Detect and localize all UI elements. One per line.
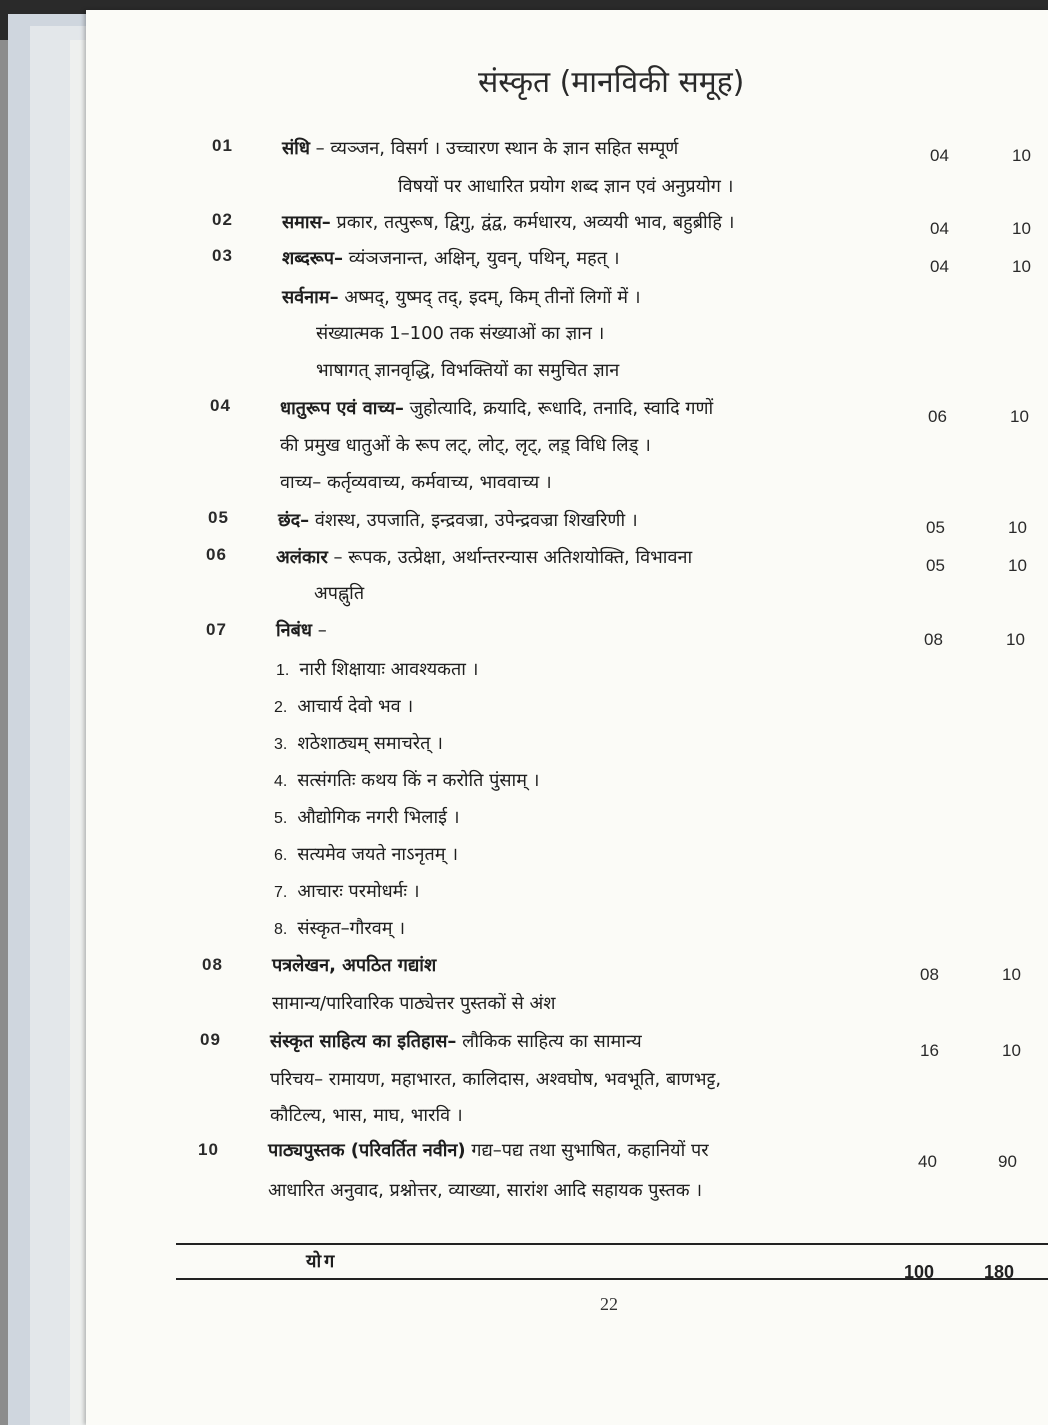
marks-total: 90 <box>998 1152 1017 1171</box>
marks-total: 10 <box>1008 518 1027 537</box>
row-text: व्यंञजनान्त, अक्षिन्, युवन्, पथिन्, महत् । <box>343 248 620 269</box>
row-line <box>282 246 620 270</box>
row-number: 08 <box>202 955 223 974</box>
marks-theory: 06 <box>928 407 947 426</box>
marks-theory: 16 <box>920 1041 939 1060</box>
row-line <box>282 136 678 160</box>
row-text: लौकिक साहित्य का सामान्य <box>456 1031 642 1052</box>
marks-total: 10 <box>1012 146 1031 165</box>
page-number: 22 <box>600 1294 618 1314</box>
row-line: वाच्य– कर्तृव्यवाच्य, कर्मवाच्य, भाववाच्य । <box>280 472 552 493</box>
total-label: योग <box>306 1251 338 1272</box>
row-line <box>280 396 713 420</box>
row-number: 05 <box>208 508 229 527</box>
row-number: 07 <box>206 620 227 639</box>
marks-total: 10 <box>1012 257 1031 276</box>
row-line <box>278 508 638 532</box>
list-item: 8. संस्कृत–गौरवम् । <box>274 918 406 939</box>
marks-theory: 04 <box>930 219 949 238</box>
row-number: 03 <box>212 246 233 265</box>
row-line: संख्यात्मक 1–100 तक संख्याओं का ज्ञान । <box>316 323 605 344</box>
row-number: 01 <box>212 136 233 155</box>
row-line <box>268 1138 709 1162</box>
list-item: 6. सत्यमेव जयते नाऽनृतम् । <box>274 844 459 865</box>
row-heading: अलंकार <box>276 547 328 568</box>
row-line: सामान्य/पारिवारिक पाठ्येत्तर पुस्तकों से अंश <box>272 993 556 1014</box>
row-text: गद्य–पद्य तथा सुभाषित, कहानियों पर <box>465 1140 709 1161</box>
list-item: 7. आचारः परमोधर्मः । <box>274 881 420 902</box>
row-line: आधारित अनुवाद, प्रश्नोत्तर, व्याख्या, सारांश आदि सहायक पुस्तक । <box>268 1180 703 1201</box>
row-number: 09 <box>200 1030 221 1049</box>
row-text: अष्मद्, युष्मद् तद्, इदम्, किम् तीनों लिगों में । <box>338 287 641 308</box>
row-heading: समास– <box>282 212 331 233</box>
row-text: प्रकार, तत्पुरूष, द्विगु, द्वंद्व, कर्मधारय, अव्ययी भाव, बहुब्रीहि । <box>330 212 735 233</box>
list-item: 1. नारी शिक्षायाः आवश्यकता । <box>276 659 479 680</box>
row-number: 04 <box>210 396 231 415</box>
row-heading: धातुरूप एवं वाच्य– <box>280 398 404 419</box>
row-line <box>272 953 436 977</box>
row-line <box>270 1029 642 1053</box>
row-heading: निबंध <box>276 620 312 641</box>
row-line: की प्रमुख धातुओं के रूप लट्, लोट्, लृट्, लड़् विधि लिड् । <box>280 435 651 456</box>
row-number: 02 <box>212 210 233 229</box>
total-theory: 100 <box>904 1262 935 1282</box>
row-line: अपह्नुति <box>314 583 365 604</box>
marks-theory: 05 <box>926 556 945 575</box>
row-line: परिचय– रामायण, महाभारत, कालिदास, अश्वघोष, भवभूति, बाणभट्ट, <box>270 1069 722 1090</box>
marks-total: 10 <box>1010 407 1029 426</box>
row-line: विषयों पर आधारित प्रयोग शब्द ज्ञान एवं अनुप्रयोग । <box>398 176 734 197</box>
list-item: 4. सत्संगतिः कथय किं न करोति पुंसाम् । <box>274 770 540 791</box>
row-text: – व्यञ्जन, विसर्ग । उच्चारण स्थान के ज्ञान सहित सम्पूर्ण <box>309 138 679 159</box>
marks-theory: 40 <box>918 1152 937 1171</box>
page-title: संस्कृत (मानविकी समूह) <box>478 65 745 100</box>
marks-theory: 08 <box>924 630 943 649</box>
row-heading: संस्कृत साहित्य का इतिहास– <box>270 1031 457 1052</box>
row-heading: पत्रलेखन, अपठित गद्यांश <box>272 955 437 976</box>
row-heading: संधि <box>282 138 310 159</box>
row-text: – <box>312 620 327 641</box>
divider <box>176 1243 1048 1245</box>
marks-total: 10 <box>1002 965 1021 984</box>
row-line: कौटिल्य, भास, माघ, भारवि । <box>270 1105 463 1126</box>
row-heading: छंद– <box>278 510 310 531</box>
total-marks: 180 <box>984 1262 1015 1282</box>
list-item: 3. शठेशाठ्यम् समाचरेत् । <box>274 733 443 754</box>
row-number: 10 <box>198 1140 219 1159</box>
row-line <box>276 545 692 569</box>
row-heading: शब्दरूप– <box>282 248 344 269</box>
row-line <box>276 618 327 642</box>
row-text: वंशस्थ, उपजाति, इन्द्रवज्रा, उपेन्द्रवज्रा शिखरिणी । <box>309 510 638 531</box>
row-text: – रूपक, उत्प्रेक्षा, अर्थान्तरन्यास अतिशयोक्ति, विभावना <box>327 547 693 568</box>
marks-total: 10 <box>1002 1041 1021 1060</box>
list-item: 2. आचार्य देवो भव । <box>274 696 414 717</box>
marks-theory: 04 <box>930 146 949 165</box>
row-line: भाषागत् ज्ञानवृद्धि, विभक्तियों का समुचित ज्ञान <box>316 360 620 381</box>
marks-total: 10 <box>1012 219 1031 238</box>
marks-total: 10 <box>1006 630 1025 649</box>
row-line <box>282 285 641 309</box>
marks-theory: 08 <box>920 965 939 984</box>
marks-theory: 04 <box>930 257 949 276</box>
row-number: 06 <box>206 545 227 564</box>
row-text: जुहोत्यादि, क्रयादि, रूधादि, तनादि, स्वादि गणों <box>403 398 714 419</box>
row-heading: सर्वनाम– <box>282 287 339 308</box>
marks-theory: 05 <box>926 518 945 537</box>
marks-total: 10 <box>1008 556 1027 575</box>
row-line <box>282 210 734 234</box>
row-heading: पाठ्यपुस्तक (परिवर्तित नवीन) <box>268 1140 466 1161</box>
list-item: 5. औद्योगिक नगरी भिलाई । <box>274 807 460 828</box>
